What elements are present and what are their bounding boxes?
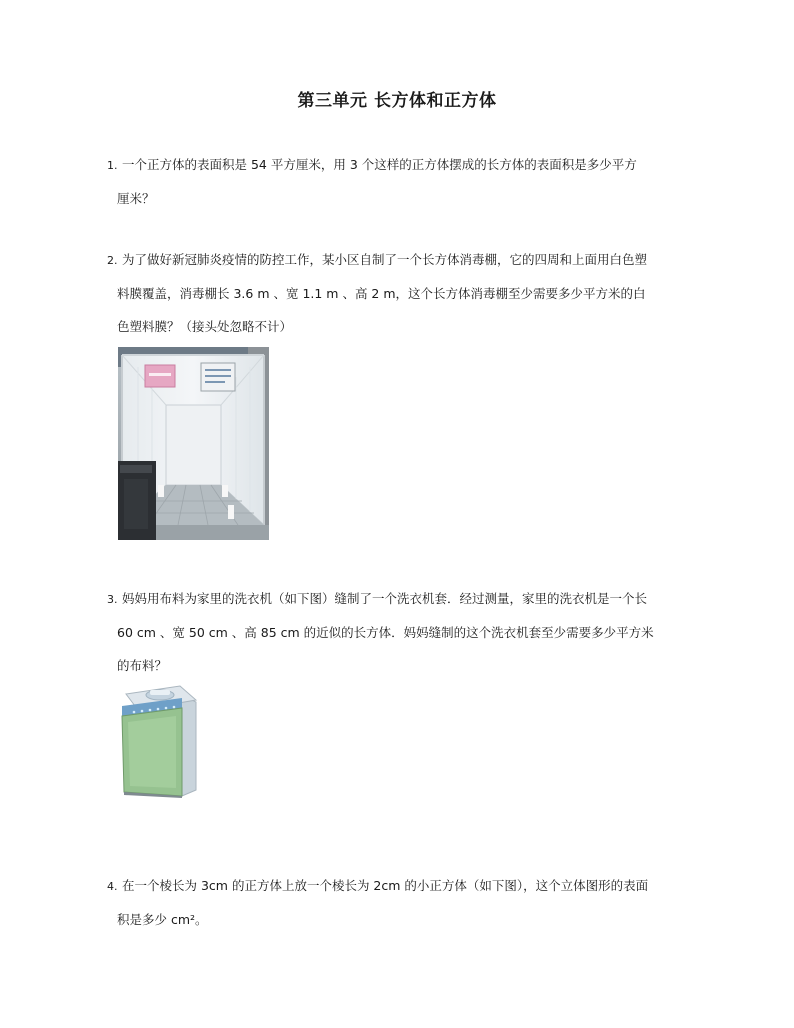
question-text-line: 在一个棱长为 3cm 的正方体上放一个棱长为 2cm 的小正方体（如下图），这个立体图形的表面 — [122, 878, 649, 893]
question-text-line: 的布料？ — [117, 658, 168, 673]
question-number: 2. — [107, 254, 118, 267]
question-text-line: 厘米？ — [117, 191, 155, 206]
question-text-line: 一个正方体的表面积是 54 平方厘米，用 3 个这样的正方体摆成的长方体的表面积是多少平方 — [122, 157, 637, 172]
question-text-line: 色塑料膜？（接头处忽略不计） — [117, 319, 293, 334]
question-number: 3. — [107, 593, 118, 606]
question-text-line: 积是多少 cm²。 — [117, 912, 208, 927]
question-text-line: 料膜覆盖，消毒棚长 3.6 m 、宽 1.1 m 、高 2 m，这个长方体消毒棚至少需要多少平方米的白 — [117, 286, 646, 301]
washing-machine-illustration — [116, 680, 198, 798]
disinfection-tent-photo — [118, 347, 269, 540]
question-3 — [107, 582, 707, 682]
question-text-line: 为了做好新冠肺炎疫情的防控工作，某小区自制了一个长方体消毒棚，它的四周和上面用白色塑 — [122, 252, 648, 267]
question-1 — [107, 148, 707, 215]
question-text-line: 妈妈用布料为家里的洗衣机（如下图）缝制了一个洗衣机套．经过测量，家里的洗衣机是一个长 — [122, 591, 648, 606]
page-title: 第三单元 长方体和正方体 — [297, 91, 497, 111]
question-number: 4. — [107, 880, 118, 893]
question-number: 1. — [107, 159, 118, 172]
question-2 — [107, 243, 707, 343]
question-4 — [107, 869, 707, 936]
question-text-line: 60 cm 、宽 50 cm 、高 85 cm 的近似的长方体．妈妈缝制的这个洗衣机套至少需要多少平方米 — [117, 625, 654, 640]
